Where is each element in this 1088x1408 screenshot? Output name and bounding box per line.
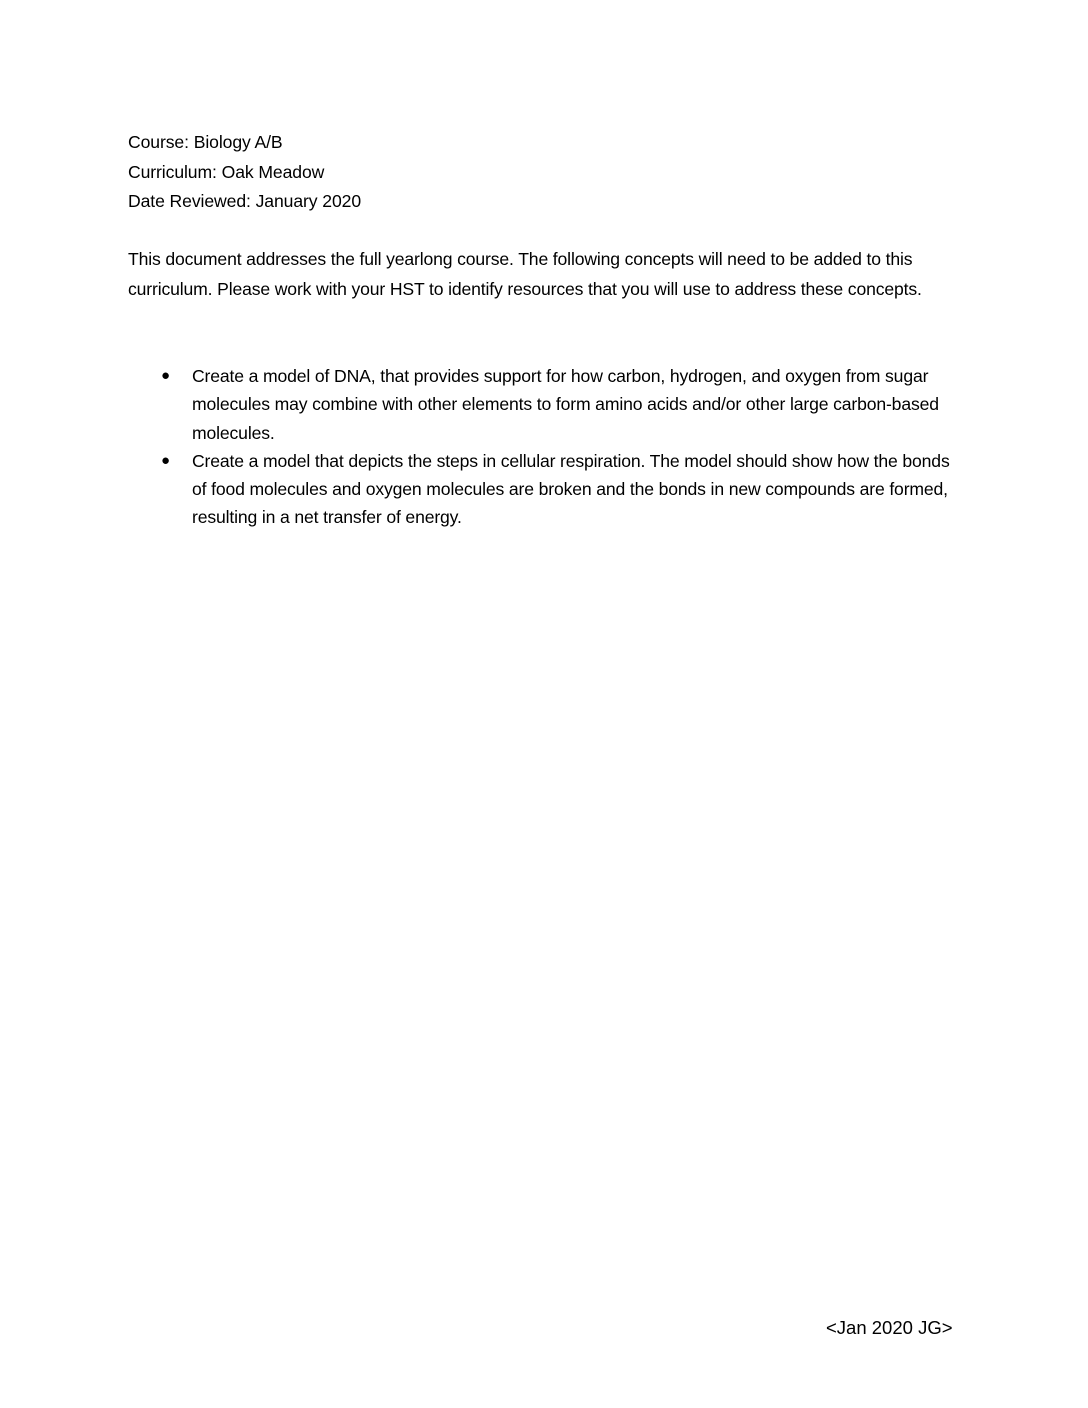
course-line: Course: Biology A/B (128, 132, 283, 152)
date-reviewed-line: Date Reviewed: January 2020 (128, 191, 362, 211)
bullet-icon: ● (161, 451, 170, 469)
list-item (128, 447, 958, 532)
concept-text: Create a model of DNA, that provides support for how carbon, hydrogen, and oxygen from sugar molecules may combine with other elements to form amino acids and/or other large carbon-based molecules. (192, 366, 939, 443)
concept-text: Create a model that depicts the steps in cellular respiration. The model should show how the bonds of food molecules and oxygen molecules are broken and the bonds in new compounds are formed, resulting in a net transfer of energy. (192, 450, 950, 528)
intro-paragraph: This document addresses the full yearlong course. The following concepts will need to be added to this curriculum. Please work with your HST to identify resources that you will use to address these concepts. (128, 249, 922, 299)
footer-tag: <Jan 2020 JG> (826, 1317, 953, 1338)
bullet-icon: ● (161, 367, 170, 384)
curriculum-line: Curriculum: Oak Meadow (128, 161, 325, 182)
list-item (128, 362, 958, 447)
document-header (128, 128, 361, 217)
concepts-list (128, 362, 958, 532)
